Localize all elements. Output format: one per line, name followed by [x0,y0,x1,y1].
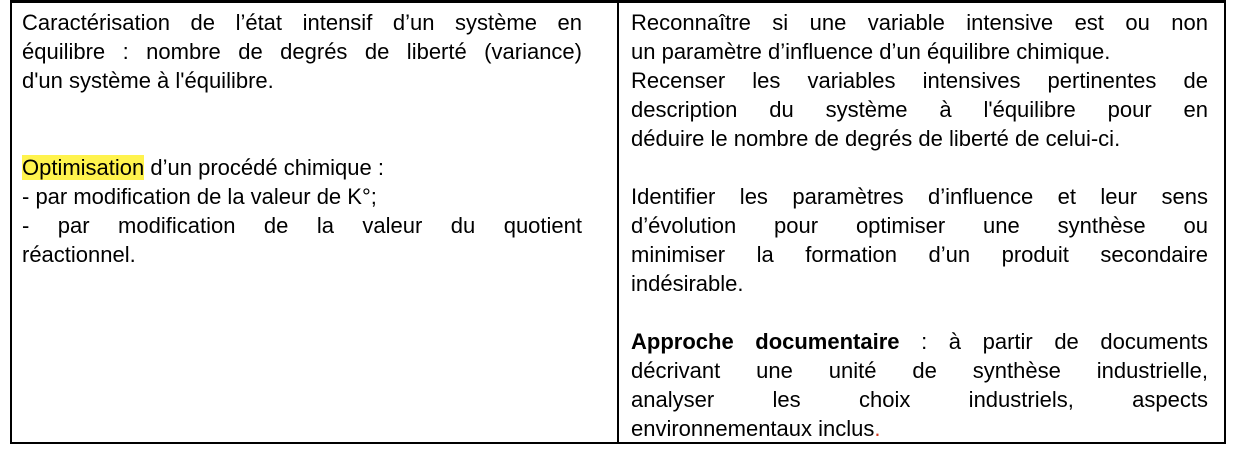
text-line: Recenser les variables intensives pertinentes de [631,68,1208,93]
text-line: équilibre : nombre de degrés de liberté (variance) [22,39,582,64]
text-line: déduire le nombre de degrés de liberté de celui-ci. [631,126,1121,151]
right-block-influence-parameters [631,182,1208,298]
text-line: d’évolution pour optimiser une synthèse ou [631,213,1208,238]
text-fragment: environnementaux inclus [631,416,875,441]
left-block-optimisation [22,153,582,269]
text-line [22,153,582,182]
text-line: d'un système à l'équilibre. [22,68,274,93]
text-line: réactionnel. [22,242,136,267]
text-line: un paramètre d’influence d’un équilibre chimique. [631,39,1111,64]
text-line: décrivant une unité de synthèse industrielle, [631,358,1208,383]
highlighted-term: Optimisation [22,155,145,180]
text-line: minimiser la formation d’un produit secondaire [631,242,1208,267]
right-column-contents [631,8,1208,443]
final-period: . [874,416,881,441]
text-line: analyser les choix industriels, aspects [631,387,1208,412]
text-line [631,327,1208,356]
text-line: Reconnaître si une variable intensive est ou non [631,10,1208,35]
left-block-variance [22,8,582,95]
text-line: description du système à l'équilibre pour en [631,97,1208,122]
text-fragment: : à partir de documents [899,329,1208,354]
right-block-intensive-variables [631,8,1208,153]
text-line: - par modification de la valeur du quotient [22,213,582,238]
text-line: - par modification de la valeur de K°; [22,184,377,209]
text-line: indésirable. [631,271,744,296]
text-line: Caractérisation de l’état intensif d’un système en [22,10,582,35]
bold-label: Approche documentaire [631,329,900,354]
text-line: Identifier les paramètres d’influence et leur sens [631,184,1208,209]
column-divider [617,0,619,444]
text-line [631,414,1208,443]
text-fragment: d’un procédé chimique : [144,155,384,180]
left-column-contents [22,8,582,269]
right-block-documentary-approach [631,327,1208,443]
